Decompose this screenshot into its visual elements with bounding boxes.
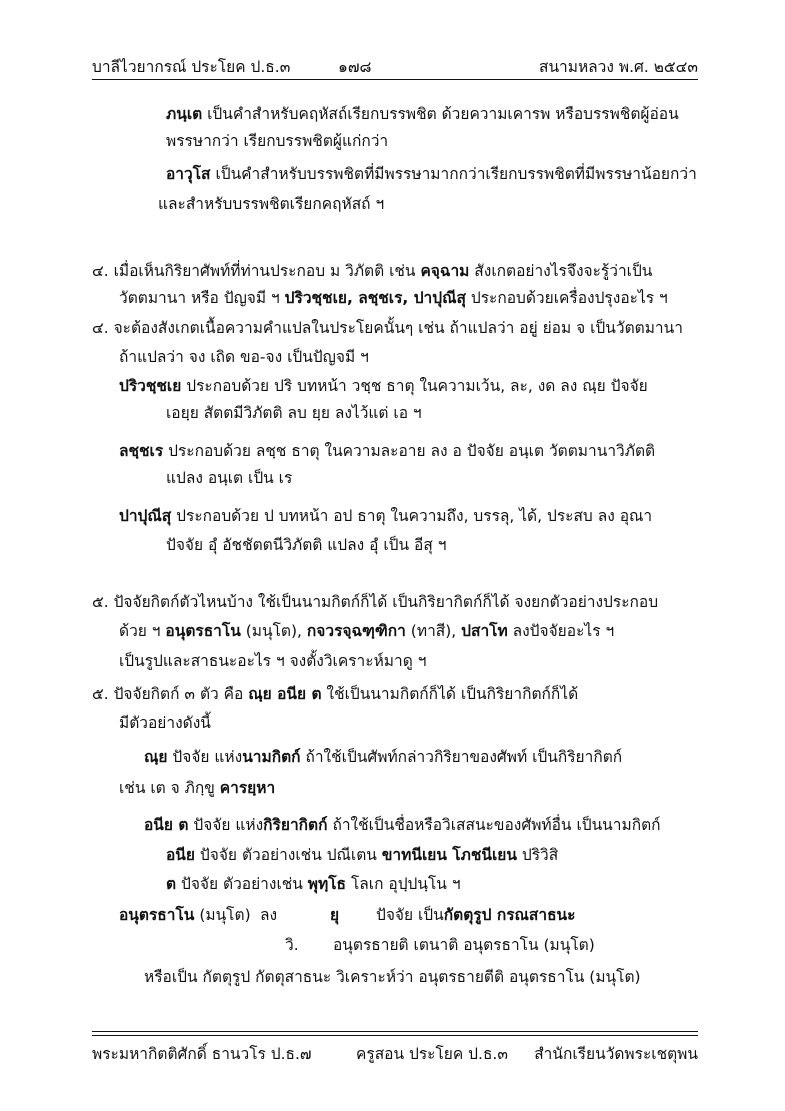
text-line	[92, 683, 578, 705]
text-segment: ๕. ปัจจัยกิตก์ตัวไหนบ้าง ใช้เป็นนามกิตก์ก็ได้ เป็นกิริยากิตก์ก็ได้ จงยกตัวอย่างประกอบ	[92, 593, 659, 611]
text-segment: อนุตรธายติ เตนาติ อนุตรธาโน (มนุโต)	[333, 936, 595, 954]
bold-term: อาวุโส	[166, 165, 211, 183]
text-segment: แปลง อนฺเต เป็น เร	[166, 469, 293, 487]
header-exam-info: สนามหลวง พ.ศ. ๒๕๔๓	[538, 58, 698, 76]
text-line	[166, 402, 422, 424]
text-segment: ปัจจัย อุํ อัชชัตตนีวิภัตติ แปลง อุํ เป็น อีสุ ฯ	[166, 536, 447, 554]
text-segment: ประกอบด้วย ป บทหน้า อป ธาตุ ในความถึง, บรรลุ, ได้, ประสบ ลง อุณา	[171, 507, 653, 525]
bold-term: คารยฺหา	[219, 779, 276, 797]
text-segment: ปัจจัย ตัวอย่างเช่น	[176, 875, 308, 893]
text-line	[330, 904, 339, 926]
bold-term: อนีย	[166, 846, 195, 864]
footer-role: ครูสอน ประโยค ป.ธ.๓	[356, 1045, 508, 1063]
text-line	[144, 746, 622, 768]
page-header	[92, 54, 698, 78]
bold-term: ณฺย อนีย ต	[248, 685, 322, 703]
text-line	[92, 260, 652, 282]
bold-term: อนุตรธาโน	[165, 622, 241, 640]
text-segment: (มนุโต),	[240, 622, 307, 640]
text-segment: ลงปัจจัยอะไร ฯ	[507, 622, 615, 640]
header-rule	[92, 79, 698, 80]
footer-rule-bottom	[92, 1035, 698, 1036]
text-line	[92, 317, 683, 339]
text-line	[119, 346, 369, 368]
bold-term: ลชฺชเร	[119, 442, 164, 460]
text-segment: ปัจจัย แห่ง	[167, 748, 243, 766]
text-line	[285, 934, 299, 956]
text-line	[158, 193, 384, 215]
bold-term: ภนฺเต	[166, 105, 203, 123]
text-line	[119, 505, 652, 527]
bold-term: ขาทนีเยน โภชนีเยน	[381, 846, 517, 864]
text-line	[333, 934, 595, 956]
text-segment: วิ.	[285, 936, 299, 954]
text-segment: ๔. จะต้องสังเกตเนื้อความคำแปลในประโยคนั้นๆ เช่น ถ้าแปลว่า อยู่ ย่อม จ เป็นวัตตมานา	[92, 319, 683, 337]
bold-term: ยุ	[330, 906, 340, 924]
footer-rule-top	[92, 1031, 698, 1032]
bold-term: ปริวชฺชเย	[119, 377, 182, 395]
text-segment: พรรษากว่า เรียกบรรพชิตผู้แก่กว่า	[166, 132, 389, 150]
text-line	[166, 467, 292, 489]
text-line	[376, 904, 575, 926]
text-segment: ด้วย ฯ	[119, 622, 166, 640]
text-line	[260, 904, 277, 926]
text-segment: สังเกตอย่างไรจึงจะรู้ว่าเป็น	[469, 262, 653, 280]
text-line	[119, 287, 668, 309]
text-segment: ประกอบด้วยเครื่องปรุงอะไร ฯ	[465, 289, 668, 307]
bold-term: พุทฺโธ	[307, 875, 347, 893]
footer-author: พระมหากิตติศักดิ์ ธานวโร ป.ธ.๗	[92, 1045, 312, 1063]
text-segment: เช่น เต จ ภิกฺขู	[119, 779, 220, 797]
text-line	[119, 777, 275, 799]
text-line	[166, 130, 388, 152]
text-segment: เป็นคำสำหรับบรรพชิตที่มีพรรษามากกว่าเรียกบรรพชิตที่มีพรรษาน้อยกว่า	[210, 165, 697, 183]
page-footer	[92, 1041, 698, 1065]
text-line	[144, 966, 641, 988]
text-line	[119, 440, 655, 462]
text-line	[119, 620, 614, 642]
text-segment: เป็นรูปและสาธนะอะไร ฯ จงตั้งวิเคราะห์มาดู ฯ	[119, 652, 427, 670]
text-segment: (มนุโต)	[194, 906, 251, 924]
text-segment: ปัจจัย ตัวอย่างเช่น ปณีเตน	[195, 846, 382, 864]
text-segment: ปัจจัย เป็น	[376, 906, 444, 924]
bold-term: ต	[166, 875, 177, 893]
text-segment: ประกอบด้วย ลชฺช ธาตุ ในความละอาย ลง อ ปัจจัย อนฺเต วัตตมานาวิภัตติ	[163, 442, 656, 460]
bold-term: อนีย ต	[144, 816, 189, 834]
text-segment: เอยฺย สัตตมีวิภัตติ ลบ ยฺย ลงไว้แต่ เอ ฯ	[166, 404, 422, 422]
text-line	[92, 591, 658, 613]
bold-term: กจวรจฺฉฑฺฑิกา	[306, 622, 406, 640]
bold-term: ปริวชฺชเย, ลชฺชเร, ปาปุณีสุ	[284, 289, 466, 307]
text-segment: ปัจจัย แห่ง	[188, 816, 264, 834]
text-segment: ถ้าใช้เป็นศัพท์กล่าวกิริยาของศัพท์ เป็นกิริยากิตก์	[300, 748, 623, 766]
text-segment: ประกอบด้วย ปริ บทหน้า วชฺช ธาตุ ในความเว้น, ละ, งด ลง ณฺย ปัจจัย	[181, 377, 648, 395]
text-line	[119, 904, 251, 926]
text-segment: วัตตมานา หรือ ปัญจมี ฯ	[119, 289, 285, 307]
bold-term: คจฺฉาม	[420, 262, 470, 280]
text-line	[166, 103, 679, 125]
bold-term: นามกิตก์	[242, 748, 301, 766]
text-segment: ปริวิสิ	[516, 846, 559, 864]
header-title: บาลีไวยากรณ์ ประโยค ป.ธ.๓	[92, 58, 291, 76]
text-segment: ๔. เมื่อเห็นกิริยาศัพท์ที่ท่านประกอบ ม วิภัตติ เช่น	[92, 262, 421, 280]
text-segment: ถ้าใช้เป็นชื่อหรือวิเสสนะของศัพท์อื่น เป็นนามกิตก์	[327, 816, 661, 834]
text-segment: ใช้เป็นนามกิตก์ก็ได้ เป็นกิริยากิตก์ก็ได้	[321, 685, 579, 703]
text-line	[144, 814, 661, 836]
bold-term: ณฺย	[144, 748, 168, 766]
text-segment: ๕. ปัจจัยกิตก์ ๓ ตัว คือ	[92, 685, 249, 703]
text-segment: มีตัวอย่างดังนี้	[119, 714, 211, 732]
bold-term: กัตตุรูป กรณสาธนะ	[443, 906, 576, 924]
bold-term: ปาปุณีสุ	[119, 507, 172, 525]
page-number: ๑๗๘	[338, 58, 372, 76]
text-line	[119, 712, 211, 734]
text-line	[166, 534, 446, 556]
bold-term: อนุตรธาโน	[119, 906, 195, 924]
text-line	[119, 650, 426, 672]
footer-institution: สำนักเรียนวัดพระเชตุพน	[534, 1045, 698, 1063]
text-segment: ถ้าแปลว่า จง เถิด ขอ-จง เป็นปัญจมี ฯ	[119, 348, 369, 366]
bold-term: กิริยากิตก์	[263, 816, 328, 834]
text-segment: และสำหรับบรรพชิตเรียกคฤหัสถ์ ฯ	[158, 195, 385, 213]
text-segment: โลเก อุปฺปนฺโน ฯ	[346, 875, 461, 893]
text-segment: (ทาสี),	[405, 622, 462, 640]
text-segment: เป็นคำสำหรับคฤหัสถ์เรียกบรรพชิต ด้วยความเคารพ หรือบรรพชิตผู้อ่อน	[202, 105, 679, 123]
text-line	[166, 844, 558, 866]
text-segment: หรือเป็น กัตตุรูป กัตตุสาธนะ วิเคราะห์ว่า อนุตรธายตีติ อนุตรธาโน (มนุโต)	[144, 968, 641, 986]
text-segment: ลง	[260, 906, 278, 924]
text-line	[166, 163, 697, 185]
text-line	[119, 375, 648, 397]
bold-term: ปสาโท	[461, 622, 508, 640]
text-line	[166, 873, 461, 895]
